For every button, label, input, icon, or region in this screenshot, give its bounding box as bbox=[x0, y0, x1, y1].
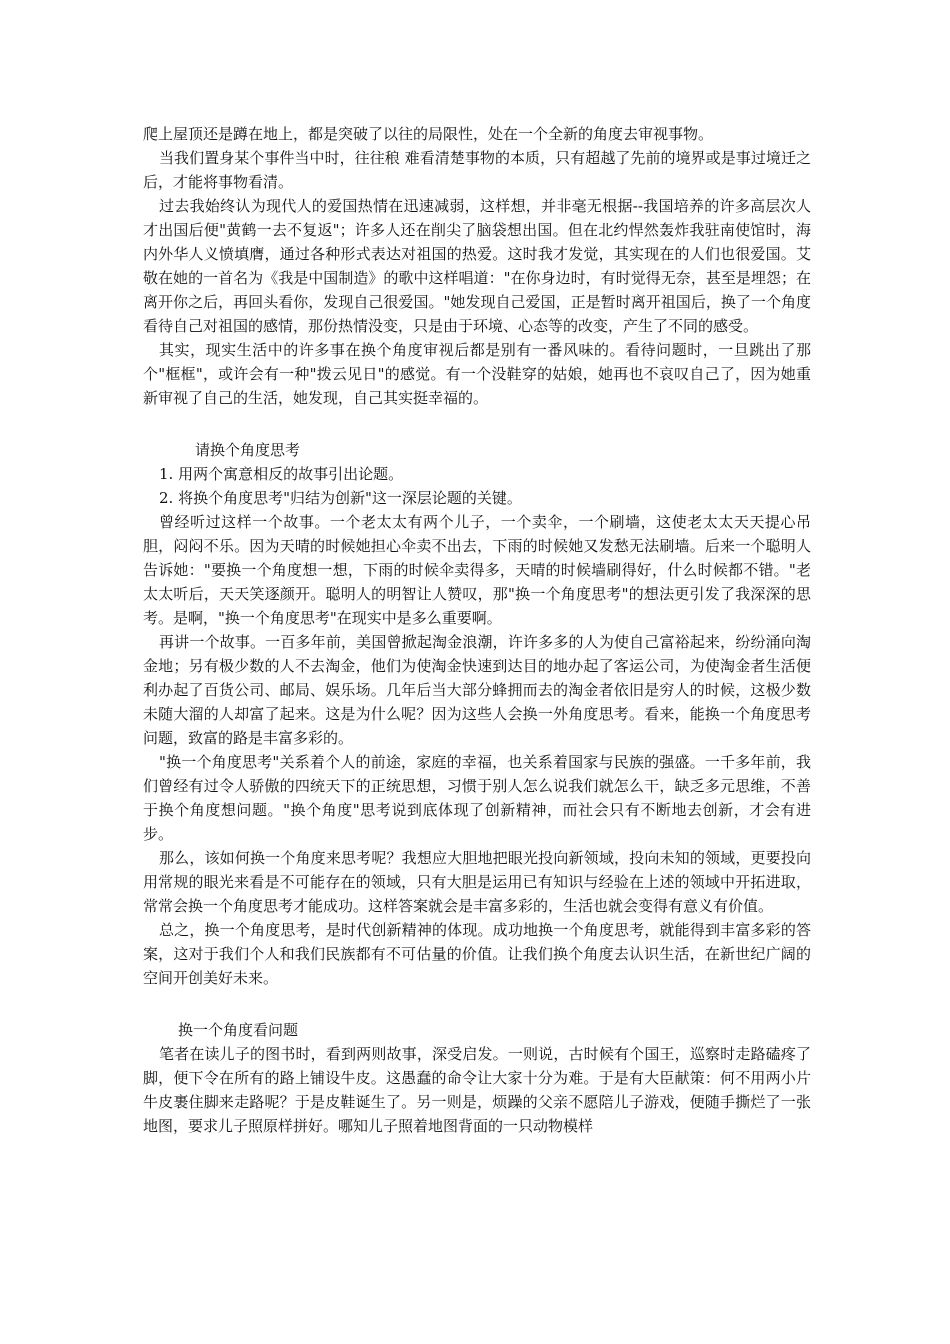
document-page bbox=[143, 122, 811, 1138]
paragraph: 其实，现实生活中的许多事在换个角度审视后都是别有一番风味的。看待问题时，一旦跳出了那个"框框"，或许会有一种"拨云见日"的感觉。有一个没鞋穿的姑娘，她再也不哀叹自己了，因为她重新审视了自己的生活，她发现，自己其实挺幸福的。 bbox=[143, 341, 811, 407]
paragraph: 笔者在读儿子的图书时，看到两则故事，深受启发。一则说，古时候有个国王，巡察时走路磕疼了脚，便下令在所有的路上铺设牛皮。这愚蠢的命令让大家十分为难。于是有大臣献策：何不用两小片牛皮裹住脚来走路呢？于是皮鞋诞生了。另一则是，烦躁的父亲不愿陪儿子游戏，便随手撕烂了一张地图，要求儿子照原样拼好。哪知儿子照着地图背面的一只动物模样 bbox=[143, 1045, 811, 1135]
paragraph: 曾经听过这样一个故事。一个老太太有两个儿子，一个卖伞，一个刷墙，这使老太太天天提心吊胆，闷闷不乐。因为天晴的时候她担心伞卖不出去，下雨的时候她又发愁无法刷墙。后来一个聪明人告诉她："要换一个角度想一想，下雨的时候伞卖得多，天晴的时候墙刷得好，什么时候都不错。"老太太听后，天天笑逐颜开。聪明人的明智让人赞叹，那"换一个角度思考"的想法更引发了我深深的思考。是啊，"换一个角度思考"在现实中是多么重要啊。 bbox=[143, 513, 811, 627]
section-title: 请换个角度思考 bbox=[195, 441, 301, 459]
paragraph: 那么，该如何换一个角度来思考呢？我想应大胆地把眼光投向新领域，投向未知的领域，更要投向用常规的眼光来看是不可能存在的领域，只有大胆是运用已有知识与经验在上述的领域中开拓进取，常常会换一个角度思考才能成功。这样答案就会是丰富多彩的，生活也就会变得有意义有价值。 bbox=[143, 849, 811, 915]
paragraph: "换一个角度思考"关系着个人的前途，家庭的幸福，也关系着国家与民族的强盛。一千多年前，我们曾经有过令人骄傲的四统天下的正统思想，习惯于别人怎么说我们就怎么干，缺乏多元思维，不善于换个角度想问题。"换个角度"思考说到底体现了创新精神，而社会只有不断地去创新，才会有进步。 bbox=[143, 753, 811, 843]
paragraph: 总之，换一个角度思考，是时代创新精神的体现。成功地换一个角度思考，就能得到丰富多彩的答案，这对于我们个人和我们民族都有不可估量的价值。让我们换个角度去认识生活，在新世纪广阔的空间开创美好未来。 bbox=[143, 921, 811, 987]
list-item: 1. 用两个寓意相反的故事引出论题。 bbox=[159, 465, 404, 483]
paragraph: 爬上屋顶还是蹲在地上，都是突破了以往的局限性，处在一个全新的角度去审视事物。 bbox=[143, 125, 714, 143]
list-item: 2. 将换个角度思考"归结为创新"这一深层论题的关键。 bbox=[159, 489, 522, 507]
paragraph: 当我们置身某个事件当中时，往往稂 难看清楚事物的本质，只有超越了先前的境界或是事过境迁之后，才能将事物看清。 bbox=[143, 149, 811, 191]
section-title: 换一个角度看问题 bbox=[178, 1021, 299, 1039]
paragraph: 过去我始终认为现代人的爱国热情在迅速减弱，这样想，并非毫无根据--我国培养的许多高层次人才出国后便"黄鹤一去不复返"；许多人还在削尖了脑袋想出国。但在北约悍然轰炸我驻南使馆时，海内外华人义愤填膺，通过各种形式表达对祖国的热爱。这时我才发觉，其实现在的人们也很爱国。艾敬在她的一首名为《我是中国制造》的歌中这样唱道："在你身边时，有时觉得无奈，甚至是埋怨；在离开你之后，再回头看你，发现自己很爱国。"她发现自己爱国，正是暂时离开祖国后，换了一个角度看待自己对祖国的感情，那份热情没变，只是由于环境、心态等的改变，产生了不同的感受。 bbox=[143, 197, 811, 335]
paragraph: 再讲一个故事。一百多年前，美国曾掀起淘金浪潮，许许多多的人为使自己富裕起来，纷纷涌向淘金地；另有极少数的人不去淘金，他们为使淘金快速到达目的地办起了客运公司，为使淘金者生活便利办起了百货公司、邮局、娱乐场。几年后当大部分蜂拥而去的淘金者依旧是穷人的时候，这极少数未随大溜的人却富了起来。这是为什么呢？因为这些人会换一外角度思考。看来，能换一个角度思考问题，致富的路是丰富多彩的。 bbox=[143, 633, 811, 747]
blank-line bbox=[143, 410, 811, 434]
blank-line bbox=[143, 990, 811, 1014]
